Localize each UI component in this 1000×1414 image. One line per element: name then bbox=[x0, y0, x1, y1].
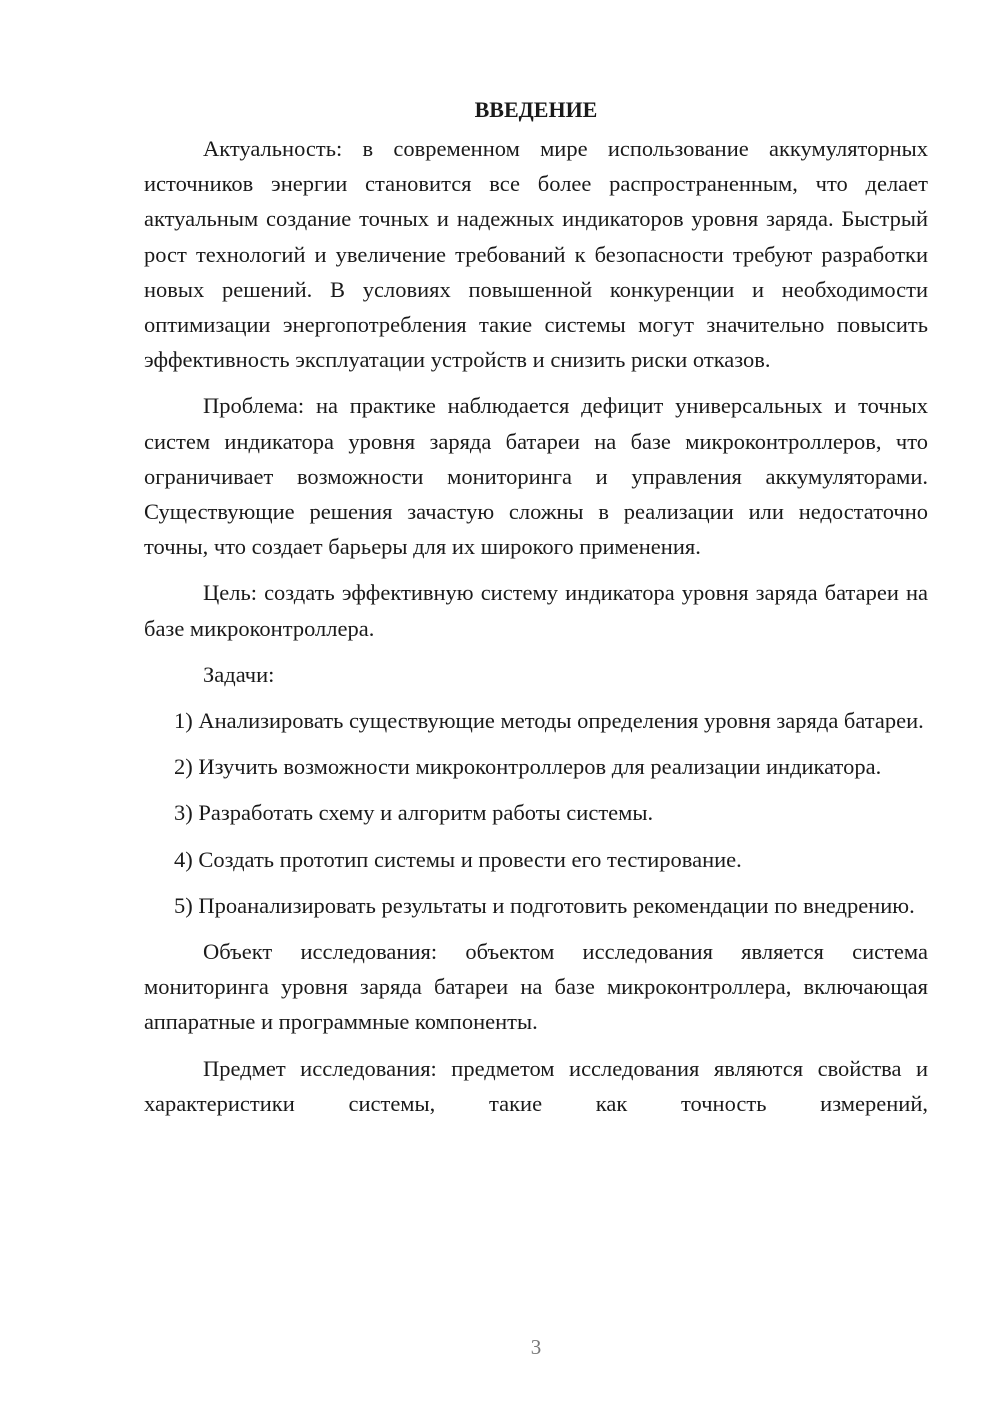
task-item-2: 2) Изучить возможности микроконтроллеров для реализации индикатора. bbox=[174, 754, 882, 780]
task-item-4: 4) Создать прототип системы и провести его тестирование. bbox=[174, 846, 742, 872]
paragraph-object: Объект исследования: объектом исследования является система мониторинга уровня заряда батареи на базе микроконтроллера, включающая аппаратные и программные компоненты. bbox=[144, 939, 928, 1035]
paragraph-relevance: Актуальность: в современном мире использование аккумуляторных источников энергии становится все более распространенным, что делает актуальным создание точных и надежных индикаторов уровня заряда. Быстрый рост технологий и увеличение требований к безопасности требуют разработки новых решений. В условиях повышенной конкуренции и необходимости оптимизации энергопотребления такие системы могут значительно повысить эффективность эксплуатации устройств и снизить риски отказов. bbox=[144, 136, 928, 373]
paragraph-problem: Проблема: на практике наблюдается дефицит универсальных и точных систем индикатора уровня заряда батареи на базе микроконтроллеров, что ограничивает возможности мониторинга и управления аккумуляторами. Существующие решения зачастую сложны в реализации или недостаточно точны, что создает барьеры для их широкого применения. bbox=[144, 393, 928, 560]
task-item-1: 1) Анализировать существующие методы определения уровня заряда батареи. bbox=[174, 708, 924, 734]
page-content bbox=[144, 92, 928, 1132]
section-heading: ВВЕДЕНИЕ bbox=[474, 97, 598, 122]
task-item-5: 5) Проанализировать результаты и подготовить рекомендации по внедрению. bbox=[174, 892, 915, 918]
paragraph-subject: Предмет исследования: предметом исследования являются свойства и характеристики системы, такие как точность измерений, bbox=[144, 1055, 928, 1116]
page-number: 3 bbox=[530, 1335, 542, 1359]
paragraph-goal: Цель: создать эффективную систему индикатора уровня заряда батареи на базе микроконтроллера. bbox=[144, 580, 928, 641]
task-item-3: 3) Разработать схему и алгоритм работы системы. bbox=[174, 800, 654, 826]
tasks-label: Задачи: bbox=[203, 661, 275, 687]
